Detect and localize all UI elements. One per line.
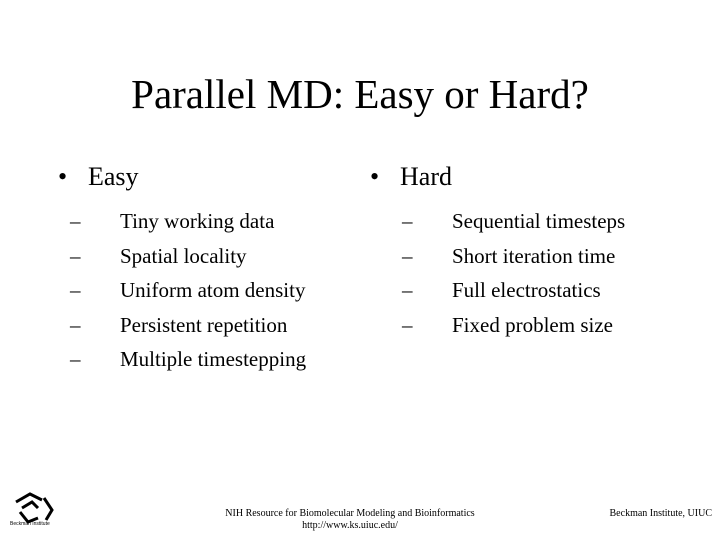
- bullet-glyph: •: [370, 162, 380, 191]
- dash-glyph: –: [70, 312, 81, 337]
- footer-resource-url: http://www.ks.uiuc.edu/: [302, 520, 398, 531]
- list-item-text: Fixed problem size: [452, 312, 613, 337]
- list-item: [402, 239, 625, 274]
- dash-glyph: –: [70, 278, 81, 302]
- list-item-text: Persistent repetition: [120, 312, 288, 337]
- easy-heading-label: Easy: [88, 162, 139, 191]
- footer-institution: Beckman Institute, UIUC: [609, 508, 712, 519]
- easy-list: [70, 204, 306, 377]
- list-item-text: Sequential timesteps: [452, 209, 626, 233]
- list-item: [70, 273, 306, 308]
- list-item-text: Multiple timestepping: [120, 347, 307, 371]
- dash-glyph: –: [70, 347, 81, 371]
- dash-glyph: –: [402, 243, 413, 268]
- hard-heading: [370, 160, 625, 194]
- list-item-text: Short iteration time: [452, 243, 616, 268]
- hard-column: [370, 160, 625, 342]
- beckman-institute-logo-icon: [8, 488, 58, 536]
- list-item: [402, 204, 625, 239]
- footer-resource-name: NIH Resource for Biomolecular Modeling and Bioinformatics: [225, 508, 475, 519]
- easy-heading: [58, 160, 306, 194]
- logo-caption: Beckman Institute: [10, 521, 50, 527]
- footer-resource: [210, 508, 490, 532]
- dash-glyph: –: [402, 312, 413, 337]
- bullet-glyph: •: [58, 162, 68, 191]
- list-item: [70, 204, 306, 239]
- hard-list: [402, 204, 625, 342]
- list-item-text: Uniform atom density: [120, 278, 306, 302]
- easy-column: [58, 160, 306, 377]
- list-item: [70, 239, 306, 274]
- list-item-text: Tiny working data: [120, 209, 275, 233]
- list-item: [402, 273, 625, 308]
- dash-glyph: –: [70, 209, 81, 233]
- hard-heading-label: Hard: [400, 162, 452, 191]
- dash-glyph: –: [402, 278, 413, 302]
- dash-glyph: –: [402, 209, 413, 233]
- list-item: [70, 342, 306, 377]
- list-item: [70, 308, 306, 343]
- dash-glyph: –: [70, 243, 81, 268]
- list-item-text: Spatial locality: [120, 243, 247, 268]
- slide-title: Parallel MD: Easy or Hard?: [131, 71, 589, 117]
- list-item-text: Full electrostatics: [452, 278, 601, 302]
- list-item: [402, 308, 625, 343]
